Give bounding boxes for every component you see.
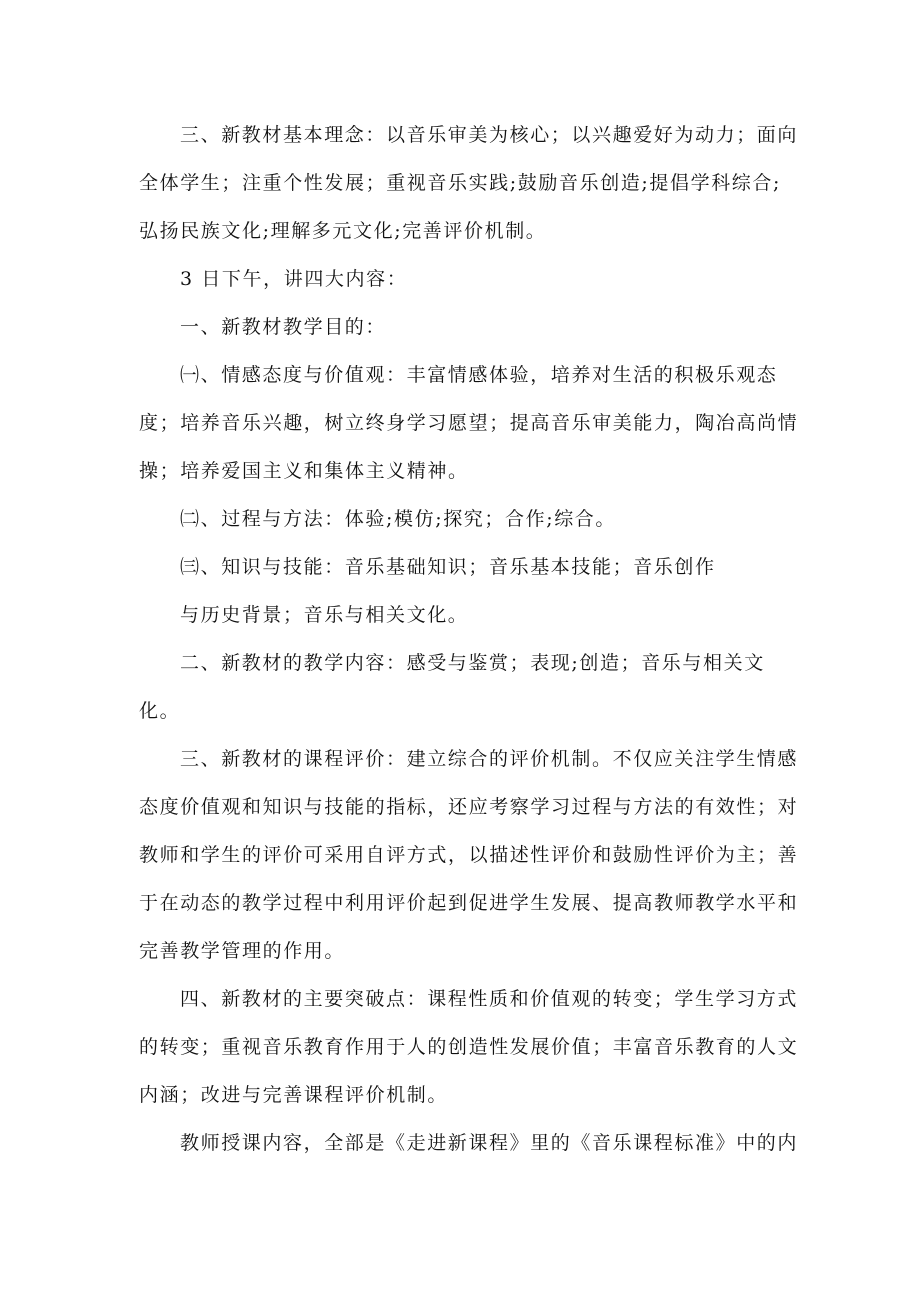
text-line: 的转变；重视音乐教育作用于人的创造性发展价值；丰富音乐教育的人文 [139,1036,799,1058]
text-line: 完善教学管理的作用。 [139,940,346,962]
text-line: ㈡、过程与方法：体验;模仿;探究；合作;综合。 [180,508,617,530]
text-line: 三、新教材基本理念：以音乐审美为核心；以兴趣爱好为动力；面向 [180,124,799,146]
text-line: 一、新教材教学目的： [180,316,387,338]
text-line: 态度价值观和知识与技能的指标，还应考察学习过程与方法的有效性；对 [139,796,799,818]
text-line: 度；培养音乐兴趣，树立终身学习愿望；提高音乐审美能力，陶冶高尚情 [139,412,799,434]
text-line: 全体学生；注重个性发展；重视音乐实践;鼓励音乐创造;提倡学科综合; [139,172,782,194]
text-line: 教师授课内容，全部是《走进新课程》里的《音乐课程标准》中的内 [180,1132,799,1154]
text-line: 弘扬民族文化;理解多元文化;完善评价机制。 [139,220,547,242]
text-line: 于在动态的教学过程中利用评价起到促进学生发展、提高教师教学水平和 [139,892,799,914]
text-line: 二、新教材的教学内容：感受与鉴赏；表现;创造；音乐与相关文 [180,652,765,674]
text-line: ㈠、情感态度与价值观：丰富情感体验，培养对生活的积极乐观态 [180,364,778,386]
text-line: 操；培养爱国主义和集体主义精神。 [139,460,469,482]
text-line: 教师和学生的评价可采用自评方式，以描述性评价和鼓励性评价为主；善 [139,844,799,866]
text-line: 与历史背景；音乐与相关文化。 [180,604,469,626]
text-line: 3 日下午，讲四大内容： [180,268,408,290]
text-line: 内涵；改进与完善课程评价机制。 [139,1084,449,1106]
text-line: 化。 [139,700,181,722]
text-line: 三、新教材的课程评价：建立综合的评价机制。不仅应关注学生情感 [180,748,799,770]
text-line: ㈢、知识与技能：音乐基础知识；音乐基本技能；音乐创作 [180,556,716,578]
text-line: 四、新教材的主要突破点：课程性质和价值观的转变；学生学习方式 [180,988,799,1010]
